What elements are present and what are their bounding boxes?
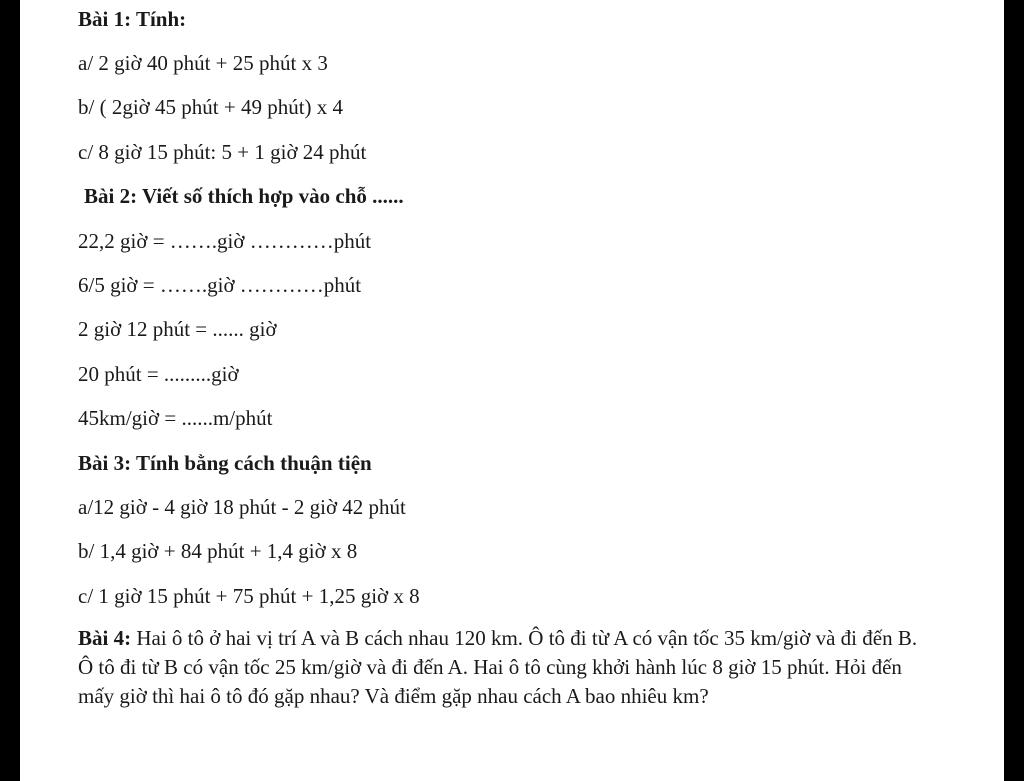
bai1-item-b: b/ ( 2giờ 45 phút + 49 phút) x 4 bbox=[78, 95, 344, 119]
bai2-item-4: 20 phút = .........giờ bbox=[78, 362, 239, 386]
bai3-title: Bài 3: Tính bằng cách thuận tiện bbox=[78, 451, 372, 475]
bai4-text: Hai ô tô ở hai vị trí A và B cách nhau 120 km. Ô tô đi từ A có vận tốc 35 km/giờ và đi đến B. Ô tô đi từ B có vận tốc 25 km/giờ và đi đến A. Hai ô tô cùng khởi hành lúc 8 giờ 15 phút. Hỏi đến mấy giờ thì hai ô tô đó gặp nhau? Và điểm gặp nhau cách A bao nhiêu km? bbox=[78, 626, 918, 708]
bai3-item-b: b/ 1,4 giờ + 84 phút + 1,4 giờ x 8 bbox=[78, 539, 358, 563]
bai3-item-c: c/ 1 giờ 15 phút + 75 phút + 1,25 giờ x 8 bbox=[78, 584, 420, 608]
bai2-title: Bài 2: Viết số thích hợp vào chỗ ...... bbox=[84, 184, 404, 208]
bai1-title: Bài 1: Tính: bbox=[78, 7, 187, 31]
bai1-item-c: c/ 8 giờ 15 phút: 5 + 1 giờ 24 phút bbox=[78, 140, 367, 164]
bai1-item-a: a/ 2 giờ 40 phút + 25 phút x 3 bbox=[78, 51, 328, 75]
bai2-item-1: 22,2 giờ = …….giờ …………phút bbox=[78, 229, 372, 253]
document-page bbox=[20, 0, 1004, 781]
bai4-paragraph bbox=[78, 624, 918, 711]
bai2-item-3: 2 giờ 12 phút = ...... giờ bbox=[78, 317, 277, 341]
bai4-label: Bài 4: bbox=[78, 626, 132, 650]
bai3-item-a: a/12 giờ - 4 giờ 18 phút - 2 giờ 42 phút bbox=[78, 495, 406, 519]
bai2-item-2: 6/5 giờ = …….giờ …………phút bbox=[78, 273, 362, 297]
bai2-item-5: 45km/giờ = ......m/phút bbox=[78, 406, 273, 430]
